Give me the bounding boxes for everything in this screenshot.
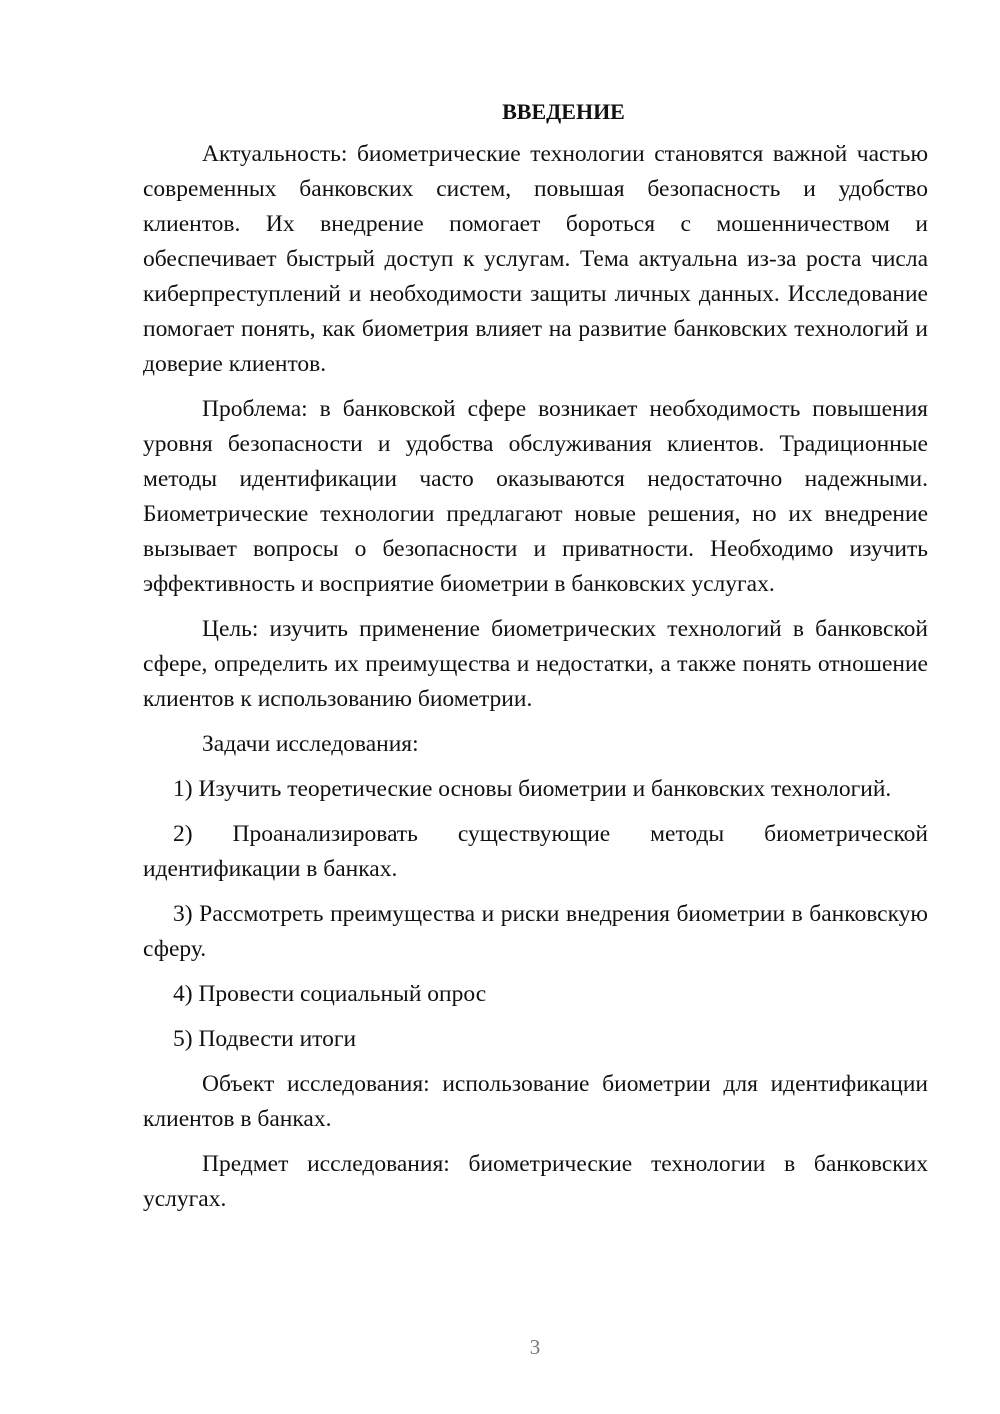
page-content (143, 94, 928, 1227)
page-title: ВВЕДЕНИЕ (502, 99, 625, 124)
task-item: 5) Подвести итоги (173, 1026, 357, 1052)
task-item: 2) Проанализировать существующие методы биометрической идентификации в банках. (143, 821, 928, 882)
paragraph-problem: Проблема: в банковской сфере возникает необходимость повышения уровня безопасности и удобства обслуживания клиентов. Традиционные методы идентификации часто оказываются недостаточно надежными. Биометрические технологии предлагают новые решения, но их внедрение вызывает вопросы о безопасности и приватности. Необходимо изучить эффективность и восприятие биометрии в банковских услугах. (143, 396, 928, 597)
task-item: 4) Провести социальный опрос (173, 981, 487, 1007)
paragraph-relevance: Актуальность: биометрические технологии становятся важной частью современных банковских систем, повышая безопасность и удобство клиентов. Их внедрение помогает бороться с мошенничеством и обеспечивает быстрый доступ к услугам. Тема актуальна из-за роста числа киберпреступлений и необходимости защиты личных данных. Исследование помогает понять, как биометрия влияет на развитие банковских технологий и доверие клиентов. (143, 141, 928, 377)
task-item: 3) Рассмотреть преимущества и риски внедрения биометрии в банковскую сферу. (143, 901, 928, 962)
paragraph-tasks-heading: Задачи исследования: (202, 731, 419, 757)
paragraph-subject: Предмет исследования: биометрические технологии в банковских услугах. (143, 1151, 928, 1212)
paragraph-goal: Цель: изучить применение биометрических технологий в банковской сфере, определить их преимущества и недостатки, а также понять отношение клиентов к использованию биометрии. (143, 616, 928, 712)
paragraph-object: Объект исследования: использование биометрии для идентификации клиентов в банках. (143, 1071, 928, 1132)
page-number: 3 (529, 1335, 541, 1359)
task-item: 1) Изучить теоретические основы биометрии и банковских технологий. (173, 776, 892, 802)
